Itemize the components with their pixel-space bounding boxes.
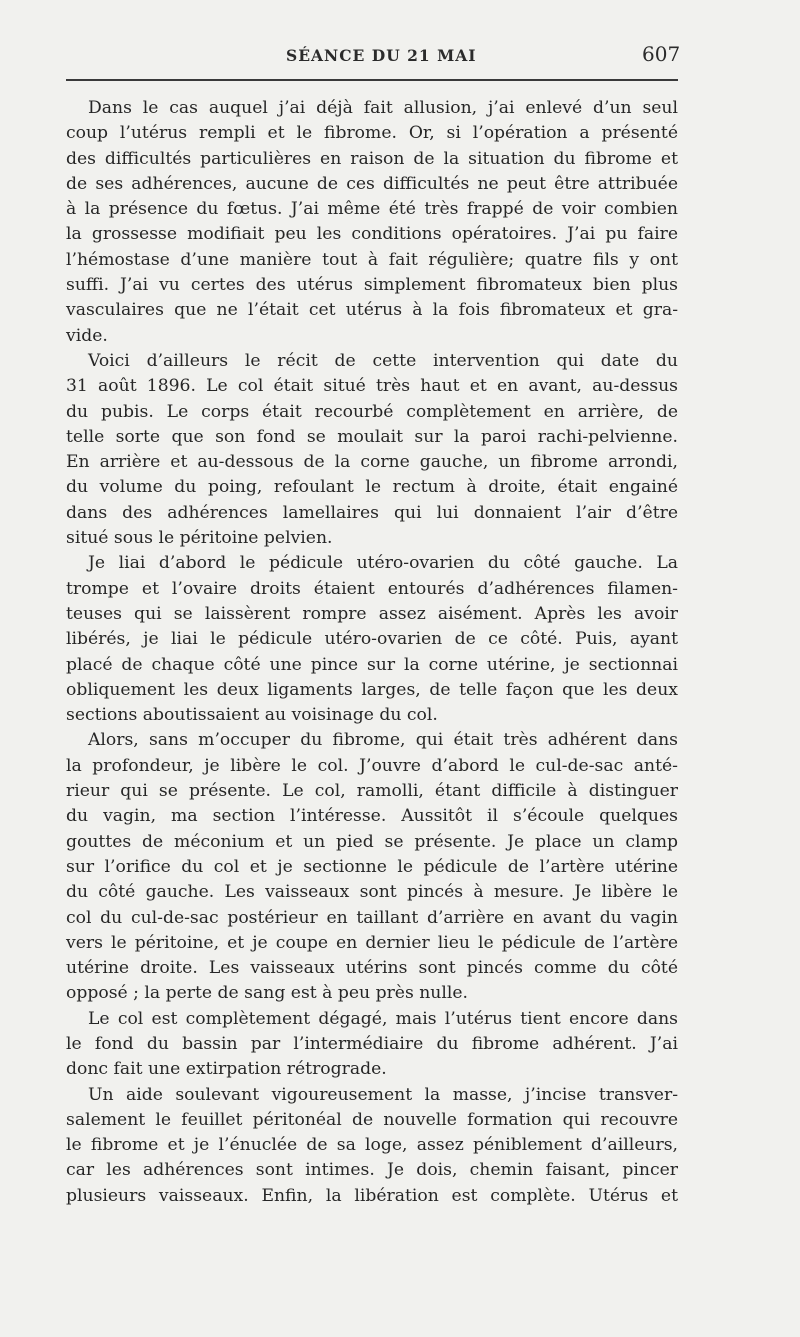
text-line: le fibrome et je l’énuclée de sa loge, assez péniblement d’ailleurs, bbox=[66, 1135, 678, 1156]
text-line: du pubis. Le corps était recourbé complètement en arrière, de bbox=[66, 401, 678, 422]
text-line: Alors, sans m’occuper du fibrome, qui était très adhérent dans bbox=[88, 730, 678, 751]
text-line: la profondeur, je libère le col. J’ouvre d’abord le cul-de-sac anté- bbox=[66, 755, 678, 776]
text-line: la grossesse modifiait peu les conditions opératoires. J’ai pu faire bbox=[66, 224, 678, 245]
running-title: SÉANCE DU 21 MAI bbox=[286, 46, 477, 65]
text-line: En arrière et au-dessous de la corne gauche, un fibrome arrondi, bbox=[66, 452, 678, 473]
text-line: suffi. J’ai vu certes des utérus simplement fibromateux bien plus bbox=[66, 275, 678, 296]
text-line: l’hémostase d’une manière tout à fait régulière; quatre fils y ont bbox=[66, 249, 678, 270]
text-line: Je liai d’abord le pédicule utéro-ovarien du côté gauche. La bbox=[88, 553, 678, 574]
text-line: du vagin, ma section l’intéresse. Aussitôt il s’écoule quelques bbox=[66, 806, 678, 827]
text-line: vide. bbox=[66, 325, 108, 346]
text-line: Le col est complètement dégagé, mais l’utérus tient encore dans bbox=[88, 1008, 678, 1029]
text-line: Un aide soulevant vigoureusement la masse, j’incise transver- bbox=[88, 1084, 678, 1105]
page-number: 607 bbox=[642, 42, 681, 66]
text-line: obliquement les deux ligaments larges, de telle façon que les deux bbox=[66, 679, 678, 700]
text-line: Voici d’ailleurs le récit de cette intervention qui date du bbox=[88, 350, 678, 371]
text-line: teuses qui se laissèrent rompre assez aisément. Après les avoir bbox=[66, 603, 678, 624]
text-line: sections aboutissaient au voisinage du col. bbox=[66, 705, 438, 726]
text-line: Dans le cas auquel j’ai déjà fait allusion, j’ai enlevé d’un seul bbox=[88, 98, 678, 118]
text-line: du côté gauche. Les vaisseaux sont pincés à mesure. Je libère le bbox=[66, 882, 678, 903]
body-text bbox=[66, 96, 678, 1209]
text-line: coup l’utérus rempli et le fibrome. Or, si l’opération a présenté bbox=[66, 123, 678, 144]
text-line: le fond du bassin par l’intermédiaire du fibrome adhérent. J’ai bbox=[66, 1033, 678, 1054]
text-line: plusieurs vaisseaux. Enfin, la libération est complète. Utérus et bbox=[66, 1185, 678, 1206]
text-line: telle sorte que son fond se moulait sur la paroi rachi-pelvienne. bbox=[66, 426, 678, 447]
text-line: vasculaires que ne l’était cet utérus à la fois fibromateux et gra- bbox=[66, 300, 678, 321]
text-line: à la présence du fœtus. J’ai même été très frappé de voir combien bbox=[66, 199, 678, 220]
text-line: placé de chaque côté une pince sur la corne utérine, je sectionnai bbox=[66, 654, 678, 675]
text-line: gouttes de méconium et un pied se présente. Je place un clamp bbox=[66, 831, 678, 852]
text-line: dans des adhérences lamellaires qui lui donnaient l’air d’être bbox=[66, 502, 678, 523]
text-line: du volume du poing, refoulant le rectum à droite, était engainé bbox=[66, 477, 678, 498]
text-line: sur l’orifice du col et je sectionne le pédicule de l’artère utérine bbox=[66, 856, 678, 877]
text-line: opposé ; la perte de sang est à peu près nulle. bbox=[66, 983, 469, 1004]
text-line: col du cul-de-sac postérieur en taillant d’arrière en avant du vagin bbox=[66, 907, 678, 928]
text-line: trompe et l’ovaire droits étaient entourés d’adhérences filamen- bbox=[66, 578, 678, 599]
text-line: 31 août 1896. Le col était situé très haut et en avant, au-dessus bbox=[66, 376, 678, 397]
text-line: rieur qui se présente. Le col, ramolli, étant difficile à distinguer bbox=[66, 781, 678, 802]
header-rule bbox=[66, 79, 678, 81]
text-line: vers le péritoine, et je coupe en dernier lieu le pédicule de l’artère bbox=[66, 932, 678, 953]
text-line: de ses adhérences, aucune de ces difficultés ne peut être attribuée bbox=[66, 173, 678, 194]
text-line: situé sous le péritoine pelvien. bbox=[66, 528, 333, 549]
text-line: salement le feuillet péritonéal de nouvelle formation qui recouvre bbox=[66, 1109, 678, 1130]
page-header bbox=[0, 42, 800, 72]
text-line: des difficultés particulières en raison de la situation du fibrome et bbox=[66, 148, 678, 169]
text-line: donc fait une extirpation rétrograde. bbox=[66, 1059, 387, 1080]
text-line: libérés, je liai le pédicule utéro-ovarien de ce côté. Puis, ayant bbox=[66, 629, 678, 650]
text-line: utérine droite. Les vaisseaux utérins sont pincés comme du côté bbox=[66, 958, 678, 979]
text-line: car les adhérences sont intimes. Je dois, chemin faisant, pincer bbox=[66, 1160, 678, 1181]
